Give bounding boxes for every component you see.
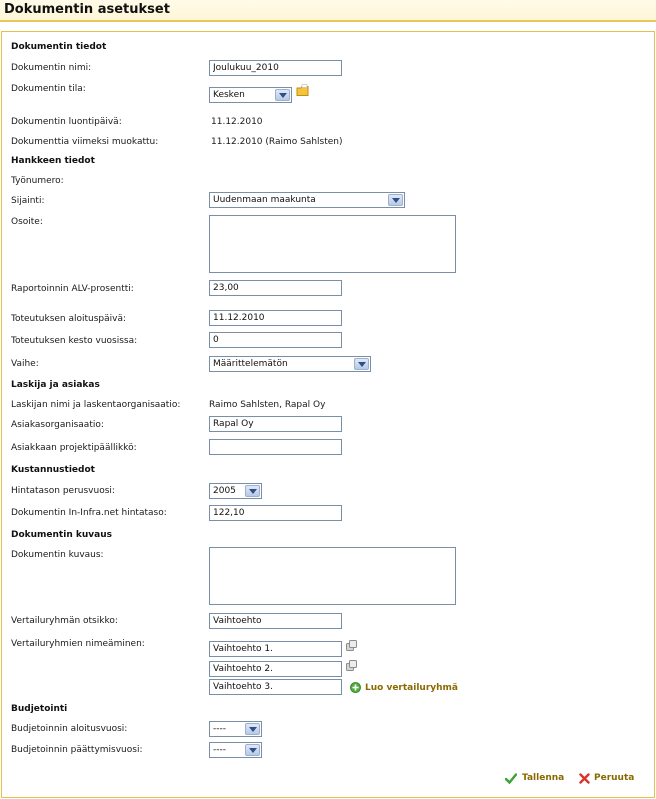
- check-icon[interactable]: [505, 773, 517, 784]
- section-heading-project: Hankkeen tiedot: [11, 156, 95, 166]
- budget-start-value: ----: [213, 724, 226, 734]
- budget-start-label: Budjetoinnin aloitusvuosi:: [11, 724, 128, 734]
- section-heading-description: Dokumentin kuvaus: [11, 530, 112, 540]
- price-index-label: Dokumentin In-Infra.net hintataso:: [11, 508, 167, 518]
- group-title-input[interactable]: [209, 613, 342, 629]
- chevron-down-icon: [245, 723, 260, 735]
- save-button[interactable]: Tallenna: [522, 773, 565, 783]
- location-label: Sijainti:: [11, 196, 45, 206]
- work-number-label: Työnumero:: [11, 176, 64, 186]
- groups-label: Vertailuryhmien nimeäminen:: [11, 639, 145, 649]
- created-value: 11.12.2010: [211, 117, 263, 127]
- budget-start-select[interactable]: [209, 721, 262, 737]
- doc-state-value: Kesken: [213, 90, 245, 100]
- chevron-down-icon: [245, 744, 260, 756]
- page-title: Dokumentin asetukset: [4, 2, 170, 17]
- group-name-input[interactable]: [209, 641, 342, 657]
- section-heading-costs: Kustannustiedot: [11, 465, 95, 475]
- doc-name-label: Dokumentin nimi:: [11, 63, 92, 73]
- client-org-input[interactable]: [209, 416, 342, 432]
- base-year-label: Hintatason perusvuosi:: [11, 486, 115, 496]
- start-date-input[interactable]: [209, 310, 342, 326]
- address-label: Osoite:: [11, 217, 43, 227]
- chevron-down-icon: [388, 194, 403, 206]
- group-title-label: Vertailuryhmän otsikko:: [11, 616, 118, 626]
- client-org-label: Asiakasorganisaatio:: [11, 420, 104, 430]
- folder-icon[interactable]: [296, 84, 310, 97]
- vat-input[interactable]: [209, 280, 342, 296]
- cancel-button[interactable]: Peruuta: [594, 773, 635, 783]
- group-name-input[interactable]: [209, 679, 342, 695]
- client-pm-label: Asiakkaan projektipäällikkö:: [11, 443, 137, 453]
- doc-state-select[interactable]: [209, 87, 292, 103]
- section-heading-budget: Budjetointi: [11, 704, 68, 714]
- location-value: Uudenmaan maakunta: [213, 195, 316, 205]
- description-label: Dokumentin kuvaus:: [11, 550, 104, 560]
- section-heading-calculator: Laskija ja asiakas: [11, 380, 100, 390]
- location-select[interactable]: [209, 192, 405, 208]
- budget-end-label: Budjetoinnin päättymisvuosi:: [11, 745, 143, 755]
- phase-value: Määrittelemätön: [213, 359, 288, 369]
- created-label: Dokumentin luontipäivä:: [11, 117, 122, 127]
- section-heading-doc-info: Dokumentin tiedot: [11, 42, 107, 52]
- vat-label: Raportoinnin ALV-prosentti:: [11, 284, 134, 294]
- calculator-value: Raimo Sahlsten, Rapal Oy: [209, 400, 326, 410]
- address-textarea[interactable]: [209, 215, 456, 273]
- page-header: [0, 0, 656, 22]
- add-circle-icon[interactable]: [350, 682, 361, 693]
- chevron-down-icon: [354, 358, 369, 370]
- base-year-select[interactable]: [209, 483, 262, 499]
- phase-label: Vaihe:: [11, 359, 39, 369]
- duration-input[interactable]: [209, 332, 342, 348]
- budget-end-value: ----: [213, 745, 226, 755]
- modified-label: Dokumenttia viimeksi muokattu:: [11, 137, 159, 147]
- copy-icon[interactable]: [346, 660, 357, 671]
- chevron-down-icon: [245, 485, 260, 497]
- price-index-input[interactable]: [209, 505, 342, 521]
- chevron-down-icon: [275, 89, 290, 101]
- calculator-label: Laskijan nimi ja laskentaorganisaatio:: [11, 400, 181, 410]
- base-year-value: 2005: [213, 486, 236, 496]
- doc-state-label: Dokumentin tila:: [11, 84, 86, 94]
- modified-value: 11.12.2010 (Raimo Sahlsten): [211, 137, 343, 147]
- budget-end-select[interactable]: [209, 742, 262, 758]
- phase-select[interactable]: [209, 356, 371, 372]
- doc-name-input[interactable]: [209, 60, 342, 76]
- group-name-input[interactable]: [209, 661, 342, 677]
- duration-label: Toteutuksen kesto vuosissa:: [11, 336, 138, 346]
- copy-icon[interactable]: [346, 640, 357, 651]
- description-textarea[interactable]: [209, 547, 456, 605]
- start-date-label: Toteutuksen aloituspäivä:: [11, 314, 127, 324]
- close-icon[interactable]: [579, 773, 590, 784]
- client-pm-input[interactable]: [209, 439, 342, 455]
- add-group-link[interactable]: Luo vertailuryhmä: [365, 683, 458, 693]
